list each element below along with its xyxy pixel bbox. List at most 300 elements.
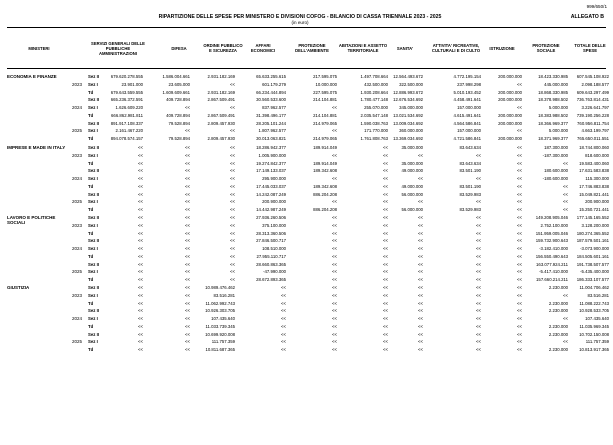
- table-cell: 765.650.011.551: [577, 136, 609, 141]
- table-cell: 2.867.509.491: [207, 112, 235, 118]
- table-cell: 18.383.988.502: [538, 112, 568, 118]
- row-kind: Sez I: [88, 222, 98, 228]
- table-cell: 2.230.000: [548, 300, 568, 306]
- table-cell: 5.000.000: [548, 105, 568, 110]
- table-cell: 227.595.075: [313, 89, 337, 95]
- table-cell: 214.979.065: [313, 120, 337, 126]
- table-cell: <<: [184, 246, 190, 251]
- table-row: [88, 223, 608, 231]
- table-cell: 2.931.182.169: [207, 74, 235, 79]
- table-cell: 679.643.559.555: [110, 89, 143, 95]
- table-cell: <<: [229, 183, 235, 189]
- table-cell: 18.744.800.060: [579, 145, 609, 150]
- table-cell: 157.000.000: [457, 128, 481, 134]
- table-cell: -5.417.410.000: [539, 269, 568, 275]
- table-cell: <<: [516, 300, 522, 306]
- table-cell: <<: [184, 292, 190, 298]
- row-kind: Sez II: [88, 215, 99, 220]
- table-cell: <<: [184, 199, 190, 205]
- year-label: 2024: [72, 246, 83, 251]
- table-cell: <<: [137, 199, 143, 205]
- table-cell: 115.300.000: [585, 176, 609, 181]
- table-cell: 1.930.208.664: [360, 89, 388, 95]
- table-cell: <<: [382, 339, 388, 345]
- table-cell: 83.529.983: [459, 191, 481, 197]
- table-cell: 180.600.000: [544, 168, 568, 174]
- table-cell: 19.583.400.060: [579, 160, 609, 166]
- table-cell: <<: [417, 199, 423, 205]
- table-row: [88, 145, 608, 153]
- table-cell: <<: [417, 152, 423, 158]
- table-cell: <<: [475, 199, 481, 205]
- row-kind: Sez II: [88, 331, 99, 337]
- table-cell: <<: [229, 269, 235, 275]
- year-label: 2023: [72, 292, 83, 298]
- table-cell: <<: [331, 269, 337, 275]
- table-cell: <<: [331, 246, 337, 251]
- column-header-6: ABITAZIONI E ASSETTO TERRITORIALE: [338, 43, 388, 53]
- table-cell: <<: [475, 347, 481, 352]
- table-cell: <<: [382, 285, 388, 290]
- table-cell: <<: [137, 292, 143, 298]
- table-cell: <<: [516, 285, 522, 290]
- table-cell: <<: [331, 331, 337, 337]
- table-cell: 180.274.365.552: [576, 230, 609, 236]
- table-cell: <<: [229, 176, 235, 181]
- table-row: [88, 231, 608, 239]
- table-cell: <<: [417, 339, 423, 345]
- table-cell: <<: [516, 183, 522, 189]
- table-cell: <<: [331, 176, 337, 181]
- year-label: 2025: [72, 199, 83, 205]
- table-cell: <<: [516, 277, 522, 282]
- table-cell: 28.672.893.365: [256, 277, 286, 282]
- table-cell: <<: [417, 253, 423, 259]
- table-cell: <<: [475, 238, 481, 244]
- table-cell: 1.626.609.220: [115, 105, 143, 110]
- table-cell: <<: [137, 285, 143, 290]
- table-cell: 891.917.108.337: [110, 120, 143, 126]
- table-cell: 13.009.034.692: [393, 120, 423, 126]
- table-cell: 11.004.706.462: [579, 285, 609, 290]
- table-cell: 3.226.641.797: [581, 105, 609, 110]
- table-cell: 214.104.881: [313, 112, 337, 118]
- table-cell: 200.000.000: [498, 120, 522, 126]
- table-cell: 79.528.894: [168, 120, 190, 126]
- table-cell: 432.500.000: [364, 81, 388, 87]
- year-label: 2023: [72, 222, 83, 228]
- table-cell: <<: [137, 253, 143, 259]
- row-kind: Sez II: [88, 191, 99, 197]
- section-title: ECONOMIA E FINANZE: [7, 74, 57, 79]
- table-cell: 177.145.165.552: [576, 215, 609, 220]
- table-cell: 18.378.988.502: [538, 97, 568, 103]
- table-cell: 214.979.065: [313, 136, 337, 141]
- row-kind: Td: [88, 253, 94, 259]
- row-kind: Sez I: [88, 128, 98, 134]
- table-row: [88, 301, 608, 309]
- table-cell: <<: [229, 81, 235, 87]
- table-cell: <<: [516, 323, 522, 329]
- allegato-label: ALLEGATO B: [570, 14, 604, 20]
- table-row: [88, 192, 608, 200]
- header-bottom-rule: [7, 68, 606, 69]
- table-cell: <<: [382, 347, 388, 352]
- table-cell: <<: [331, 199, 337, 205]
- table-cell: 83.516.281: [213, 292, 235, 298]
- table-cell: <<: [184, 215, 190, 220]
- table-cell: 11.088.222.743: [579, 300, 609, 306]
- table-cell: <<: [184, 316, 190, 321]
- table-cell: <<: [280, 316, 286, 321]
- table-row: [88, 136, 608, 144]
- table-cell: 18.286.942.377: [256, 145, 286, 150]
- table-cell: 191.738.507.577: [576, 261, 609, 267]
- table-cell: <<: [475, 176, 481, 181]
- table-cell: 187.579.501.161: [576, 238, 609, 244]
- table-row: [88, 82, 608, 90]
- table-cell: <<: [382, 246, 388, 251]
- table-cell: <<: [280, 300, 286, 306]
- table-cell: -3.182.410.000: [539, 246, 568, 251]
- row-kind: Sez II: [88, 238, 99, 244]
- table-cell: <<: [137, 152, 143, 158]
- table-cell: 409.728.894: [166, 97, 190, 103]
- row-kind: Sez I: [88, 339, 98, 345]
- table-row: [88, 339, 608, 347]
- table-cell: <<: [475, 246, 481, 251]
- table-cell: <<: [331, 308, 337, 314]
- table-cell: <<: [331, 215, 337, 220]
- table-cell: <<: [229, 145, 235, 150]
- table-cell: <<: [137, 316, 143, 321]
- table-cell: 10.811.687.365: [205, 347, 235, 352]
- table-cell: 679.620.278.555: [110, 74, 143, 79]
- section-title: LAVORO E POLITICHE SOCIALI: [7, 215, 56, 225]
- row-kind: Sez I: [88, 152, 98, 158]
- table-cell: <<: [516, 191, 522, 197]
- table-cell: 23.605.000: [168, 81, 190, 87]
- table-row: [88, 153, 608, 161]
- table-cell: 35.000.000: [401, 160, 423, 166]
- row-kind: Td: [88, 323, 94, 329]
- table-cell: 156.550.490.643: [535, 253, 568, 259]
- table-row: [88, 347, 608, 355]
- year-label: 2024: [72, 176, 83, 181]
- table-cell: 157.660.214.211: [536, 277, 568, 282]
- table-cell: <<: [475, 277, 481, 282]
- table-cell: 3.128.200.000: [581, 222, 609, 228]
- column-header-9: ISTRUZIONE: [489, 45, 515, 51]
- table-cell: 83.643.634: [459, 160, 481, 166]
- table-cell: <<: [516, 145, 522, 150]
- table-cell: 27.955.110.717: [256, 253, 286, 259]
- table-cell: <<: [184, 308, 190, 314]
- table-cell: <<: [417, 215, 423, 220]
- table-cell: 1.780.477.148: [360, 97, 388, 103]
- section-title: GIUSTIZIA: [7, 285, 30, 290]
- table-row: [88, 277, 608, 285]
- column-header-5: PROTEZIONE DELL'AMBIENTE: [295, 43, 329, 53]
- table-cell: 28.205.101.244: [256, 120, 286, 126]
- table-cell: <<: [184, 145, 190, 150]
- table-cell: <<: [331, 292, 337, 298]
- table-cell: <<: [382, 253, 388, 259]
- table-cell: 189.914.049: [313, 145, 337, 150]
- table-cell: <<: [184, 160, 190, 166]
- column-header-0: MINISTERI: [28, 45, 50, 51]
- table-cell: 217.595.075: [313, 74, 337, 79]
- table-cell: <<: [331, 316, 337, 321]
- table-cell: <<: [516, 246, 522, 251]
- year-label: 2023: [72, 81, 83, 87]
- table-cell: <<: [184, 269, 190, 275]
- table-cell: <<: [137, 347, 143, 352]
- table-cell: 10.989.476.462: [205, 285, 235, 290]
- table-cell: <<: [382, 323, 388, 329]
- table-cell: <<: [280, 347, 286, 352]
- table-cell: <<: [137, 308, 143, 314]
- table-cell: <<: [382, 168, 388, 174]
- row-kind: Sez I: [88, 105, 98, 110]
- table-row: [88, 207, 608, 215]
- table-cell: 18.371.969.377: [538, 136, 568, 141]
- table-cell: <<: [475, 285, 481, 290]
- table-cell: 111.757.359: [211, 339, 235, 345]
- table-cell: 10.928.533.705: [579, 308, 609, 314]
- table-cell: 12.886.993.672: [393, 89, 423, 95]
- table-cell: <<: [475, 261, 481, 267]
- table-cell: <<: [184, 339, 190, 345]
- table-cell: <<: [137, 191, 143, 197]
- table-cell: 4.663.199.797: [581, 128, 609, 134]
- table-cell: 163.077.924.211: [536, 261, 568, 267]
- table-cell: <<: [331, 277, 337, 282]
- table-cell: <<: [184, 152, 190, 158]
- table-cell: <<: [184, 230, 190, 236]
- table-cell: -3.073.900.000: [580, 246, 609, 251]
- table-cell: 13.369.034.692: [393, 136, 423, 141]
- year-label: 2023: [72, 152, 83, 158]
- table-cell: 12.676.534.692: [393, 97, 423, 103]
- table-cell: <<: [417, 323, 423, 329]
- table-cell: <<: [229, 128, 235, 134]
- table-cell: 4.772.195.154: [453, 74, 481, 79]
- table-row: [88, 246, 608, 254]
- table-cell: <<: [280, 339, 286, 345]
- table-cell: <<: [137, 183, 143, 189]
- table-cell: <<: [137, 277, 143, 282]
- table-cell: 760.956.811.754: [577, 120, 609, 126]
- table-cell: 149.208.905.046: [535, 215, 568, 220]
- table-cell: 18.366.969.377: [538, 120, 568, 126]
- table-cell: 184.505.601.161: [576, 253, 609, 259]
- table-cell: <<: [516, 176, 522, 181]
- table-cell: 2.230.000: [548, 323, 568, 329]
- table-cell: <<: [562, 160, 568, 166]
- table-cell: 83.501.190: [459, 183, 481, 189]
- table-cell: 409.728.894: [166, 112, 190, 118]
- table-cell: 375.100.000: [262, 222, 286, 228]
- year-label: 2024: [72, 316, 83, 321]
- table-cell: 10.926.303.705: [205, 308, 235, 314]
- table-cell: 200.000.000: [498, 97, 522, 103]
- table-cell: <<: [516, 316, 522, 321]
- table-cell: <<: [229, 191, 235, 197]
- table-cell: <<: [417, 176, 423, 181]
- table-cell: 108.510.000: [262, 246, 286, 251]
- table-cell: <<: [382, 308, 388, 314]
- row-kind: Sez I: [88, 176, 98, 181]
- document-title: RIPARTIZIONE DELLE SPESE PER MINISTERO E DIVISIONI COFOG - BILANCIO DI CASSA TRIENNALE 2023 - 2025: [158, 14, 442, 20]
- table-cell: 151.959.005.046: [535, 230, 568, 236]
- row-kind: Sez II: [88, 168, 99, 174]
- table-cell: <<: [137, 269, 143, 275]
- table-cell: <<: [229, 207, 235, 212]
- table-cell: <<: [184, 285, 190, 290]
- table-cell: 2.230.000: [548, 347, 568, 352]
- table-cell: <<: [417, 331, 423, 337]
- table-cell: <<: [137, 261, 143, 267]
- table-cell: <<: [382, 316, 388, 321]
- table-cell: 107.435.640: [211, 316, 235, 321]
- table-cell: <<: [331, 222, 337, 228]
- table-cell: <<: [331, 230, 337, 236]
- table-row: [88, 90, 608, 98]
- table-cell: 79.528.894: [168, 136, 190, 141]
- table-cell: <<: [382, 152, 388, 158]
- row-kind: Sez I: [88, 292, 98, 298]
- column-header-1: SERVIZI GENERALI DELLE PUBBLICHE AMMINISTRAZIONI: [91, 40, 145, 56]
- table-cell: <<: [229, 261, 235, 267]
- table-row: [88, 285, 608, 293]
- section-title: IMPRESE E MADE IN ITALY: [7, 145, 66, 150]
- table-cell: <<: [137, 176, 143, 181]
- table-cell: 4.564.586.841: [453, 120, 481, 126]
- table-cell: <<: [331, 105, 337, 110]
- row-kind: Td: [88, 112, 94, 118]
- table-cell: <<: [184, 191, 190, 197]
- table-cell: <<: [184, 277, 190, 282]
- row-kind: Sez II: [88, 120, 99, 126]
- row-kind: Sez I: [88, 81, 98, 87]
- year-label: 2025: [72, 128, 83, 134]
- table-cell: <<: [137, 300, 143, 306]
- table-cell: <<: [516, 152, 522, 158]
- table-cell: <<: [280, 331, 286, 337]
- table-cell: <<: [137, 207, 143, 212]
- table-row: [88, 74, 608, 82]
- table-row: [88, 168, 608, 176]
- table-cell: <<: [516, 105, 522, 110]
- table-cell: <<: [516, 261, 522, 267]
- table-cell: <<: [184, 176, 190, 181]
- table-cell: <<: [562, 292, 568, 298]
- row-kind: Sez II: [88, 285, 99, 290]
- table-cell: <<: [382, 230, 388, 236]
- column-header-4: AFFARI ECONOMICI: [250, 43, 276, 53]
- row-kind: Td: [88, 183, 94, 189]
- table-cell: 601.179.279: [262, 81, 286, 87]
- column-header-8: ATTIVITA' RICREATIVE, CULTURALI E DI CULTO: [431, 43, 481, 53]
- table-row: [88, 199, 608, 207]
- table-cell: 83.501.190: [459, 168, 481, 174]
- header-top-rule: [7, 27, 606, 28]
- table-cell: 83.643.634: [459, 145, 481, 150]
- table-cell: 17.445.033.037: [256, 183, 286, 189]
- table-cell: <<: [331, 238, 337, 244]
- table-cell: 17.149.133.037: [256, 168, 286, 174]
- table-cell: <<: [382, 222, 388, 228]
- row-kind: Td: [88, 207, 94, 212]
- table-cell: 186.333.107.577: [576, 277, 609, 282]
- table-cell: <<: [562, 207, 568, 212]
- table-row: [88, 293, 608, 301]
- table-cell: <<: [516, 207, 522, 212]
- table-cell: <<: [184, 105, 190, 110]
- table-row: [88, 238, 608, 246]
- table-row: [88, 254, 608, 262]
- table-cell: 214.104.881: [313, 97, 337, 103]
- table-cell: 56.000.000: [401, 207, 423, 212]
- table-cell: <<: [475, 331, 481, 337]
- table-cell: <<: [516, 308, 522, 314]
- table-cell: <<: [417, 347, 423, 352]
- table-cell: <<: [516, 81, 522, 87]
- table-cell: 739.190.256.228: [576, 112, 609, 118]
- table-cell: 65.633.255.615: [256, 74, 286, 79]
- table-cell: <<: [382, 215, 388, 220]
- table-cell: <<: [229, 199, 235, 205]
- table-cell: <<: [331, 300, 337, 306]
- table-row: [88, 324, 608, 332]
- table-row: [88, 97, 608, 105]
- table-cell: 10.699.920.008: [205, 331, 235, 337]
- table-cell: <<: [562, 339, 568, 345]
- table-cell: 11.035.969.345: [579, 323, 609, 329]
- table-row: [88, 184, 608, 192]
- table-cell: <<: [516, 269, 522, 275]
- table-cell: <<: [475, 316, 481, 321]
- table-cell: 200.900.000: [262, 199, 286, 205]
- table-row: [88, 176, 608, 184]
- table-cell: <<: [417, 285, 423, 290]
- table-cell: 10.702.150.008: [579, 331, 609, 337]
- table-cell: 1.609.609.661: [162, 89, 190, 95]
- table-cell: <<: [229, 105, 235, 110]
- table-cell: <<: [184, 238, 190, 244]
- table-cell: <<: [382, 145, 388, 150]
- table-cell: <<: [417, 292, 423, 298]
- table-cell: 200.000.000: [498, 112, 522, 118]
- table-cell: 345.000.000: [399, 105, 423, 110]
- table-cell: 2.230.000: [548, 308, 568, 314]
- table-cell: 1.005.900.000: [258, 152, 286, 158]
- document-subtitle: (in euro): [291, 20, 309, 25]
- table-cell: 49.000.000: [401, 183, 423, 189]
- table-cell: 157.000.000: [457, 105, 481, 110]
- table-cell: <<: [229, 246, 235, 251]
- table-cell: 360.000.000: [399, 128, 423, 134]
- table-cell: 4.458.491.641: [453, 97, 481, 103]
- table-cell: <<: [516, 199, 522, 205]
- table-cell: 2.809.457.930: [207, 136, 235, 141]
- table-cell: <<: [562, 199, 568, 205]
- table-row: [88, 262, 608, 270]
- table-cell: <<: [331, 261, 337, 267]
- table-cell: 111.757.359: [585, 339, 609, 345]
- table-cell: -187.300.000: [542, 152, 568, 158]
